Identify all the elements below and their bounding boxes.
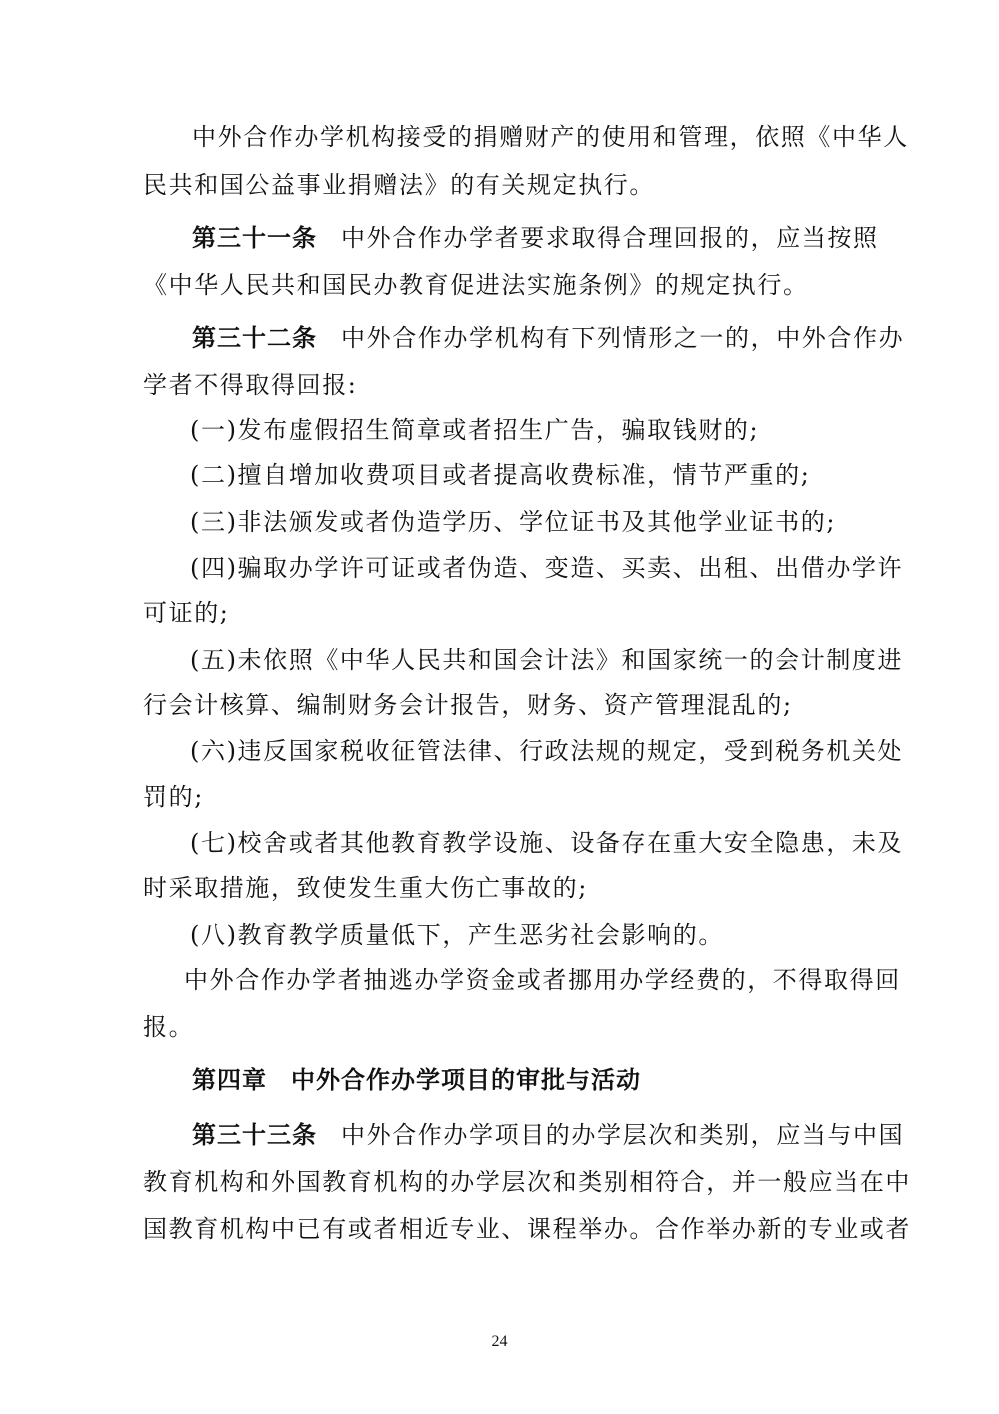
paragraph-line: 学者不得取得回报: [143, 371, 358, 399]
paragraph-line: 民共和国公益事业捐赠法》的有关规定执行。 [143, 171, 655, 199]
list-item: (六)违反国家税收征管法律、行政法规的规定，受到税务机关处 [190, 737, 904, 765]
chapter-heading [192, 1065, 641, 1095]
article-33-line [192, 1120, 904, 1150]
article-32-line [192, 323, 904, 353]
list-item: (一)发布虚假招生简章或者招生广告，骗取钱财的; [190, 416, 760, 444]
list-item: (二)擅自增加收费项目或者提高收费标准，情节严重的; [190, 461, 811, 489]
article-31-heading: 第三十一条 [192, 224, 317, 252]
list-item: (四)骗取办学许可证或者伪造、变造、买卖、出租、出借办学许 [190, 554, 904, 582]
list-item-continuation: 罚的; [143, 783, 204, 811]
article-31-line [192, 223, 879, 253]
paragraph-line: 中外合作办学者抽逃办学资金或者挪用办学经费的，不得取得回 [184, 966, 901, 994]
paragraph-line: 中外合作办学机构接受的捐赠财产的使用和管理，依照《中华人 [192, 123, 909, 151]
list-item: (八)教育教学质量低下，产生恶劣社会影响的。 [190, 921, 724, 949]
page-number: 24 [491, 1333, 508, 1350]
list-item: (七)校舍或者其他教育教学设施、设备存在重大安全隐患，未及 [190, 829, 904, 857]
list-item-continuation: 行会计核算、编制财务会计报告，财务、资产管理混乱的; [143, 691, 793, 719]
article-text: 中外合作办学项目的办学层次和类别，应当与中国 [341, 1121, 905, 1149]
chapter-title: 中外合作办学项目的审批与活动 [291, 1066, 641, 1094]
chapter-number: 第四章 [192, 1066, 267, 1094]
article-text: 中外合作办学者要求取得合理回报的，应当按照 [341, 224, 879, 252]
paragraph-line: 《中华人民共和国民办教育促进法实施条例》的规定执行。 [143, 271, 809, 299]
list-item-continuation: 可证的; [143, 599, 230, 627]
list-item: (三)非法颁发或者伪造学历、学位证书及其他学业证书的; [190, 508, 837, 536]
list-item: (五)未依照《中华人民共和国会计法》和国家统一的会计制度进 [190, 646, 904, 674]
paragraph-line: 报。 [143, 1013, 195, 1041]
article-33-heading: 第三十三条 [192, 1121, 317, 1149]
paragraph-line: 教育机构和外国教育机构的办学层次和类别相符合，并一般应当在中 [143, 1168, 911, 1196]
article-text: 中外合作办学机构有下列情形之一的，中外合作办 [341, 324, 905, 352]
article-32-heading: 第三十二条 [192, 324, 317, 352]
paragraph-line: 国教育机构中已有或者相近专业、课程举办。合作举办新的专业或者 [143, 1215, 911, 1243]
list-item-continuation: 时采取措施，致使发生重大伤亡事故的; [143, 874, 588, 902]
